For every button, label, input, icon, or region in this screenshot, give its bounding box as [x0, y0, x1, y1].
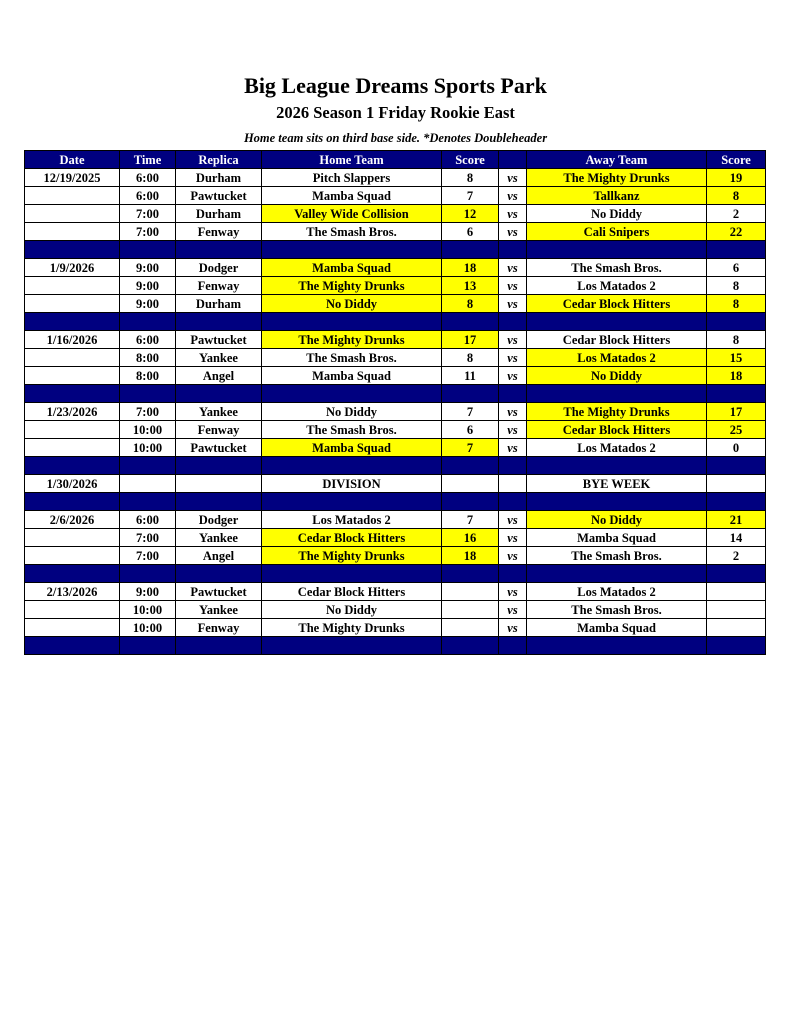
- cell-home-score: 6: [442, 223, 499, 241]
- cell-vs: vs: [499, 583, 527, 601]
- cell-date: [25, 367, 120, 385]
- cell-replica: [176, 475, 262, 493]
- schedule-table: [24, 150, 766, 655]
- cell-away-score: 8: [707, 187, 766, 205]
- cell-vs: vs: [499, 511, 527, 529]
- cell-date: [25, 547, 120, 565]
- cell-replica: Fenway: [176, 421, 262, 439]
- schedule-body: [25, 169, 766, 655]
- game-row: [25, 169, 766, 187]
- cell-vs: vs: [499, 601, 527, 619]
- cell-time: 9:00: [120, 583, 176, 601]
- game-row: [25, 259, 766, 277]
- cell-home-team: The Mighty Drunks: [262, 277, 442, 295]
- separator-cell: [262, 313, 442, 331]
- cell-time: 8:00: [120, 349, 176, 367]
- cell-home-score: 7: [442, 511, 499, 529]
- cell-home-team: The Smash Bros.: [262, 223, 442, 241]
- cell-away-score: 19: [707, 169, 766, 187]
- separator-cell: [120, 241, 176, 259]
- cell-replica: Fenway: [176, 619, 262, 637]
- separator-cell: [176, 385, 262, 403]
- game-row: [25, 403, 766, 421]
- cell-home-team: The Smash Bros.: [262, 421, 442, 439]
- cell-vs: vs: [499, 223, 527, 241]
- cell-away-team: Mamba Squad: [527, 619, 707, 637]
- cell-away-team: The Smash Bros.: [527, 547, 707, 565]
- separator-cell: [707, 241, 766, 259]
- cell-replica: Dodger: [176, 511, 262, 529]
- cell-away-score: 14: [707, 529, 766, 547]
- cell-away-team: Los Matados 2: [527, 277, 707, 295]
- week-separator-row: [25, 565, 766, 583]
- cell-home-team: Mamba Squad: [262, 439, 442, 457]
- cell-date: [25, 223, 120, 241]
- game-row: [25, 619, 766, 637]
- cell-home-team: The Mighty Drunks: [262, 331, 442, 349]
- cell-time: 10:00: [120, 601, 176, 619]
- header-away-team: Away Team: [527, 151, 707, 169]
- header-vs: [499, 151, 527, 169]
- cell-replica: Pawtucket: [176, 439, 262, 457]
- separator-cell: [442, 385, 499, 403]
- cell-home-score: 18: [442, 547, 499, 565]
- cell-date: 1/23/2026: [25, 403, 120, 421]
- cell-home-team: Valley Wide Collision: [262, 205, 442, 223]
- cell-away-score: 8: [707, 277, 766, 295]
- cell-replica: Fenway: [176, 223, 262, 241]
- cell-away-team: Cedar Block Hitters: [527, 421, 707, 439]
- separator-cell: [25, 457, 120, 475]
- separator-cell: [527, 493, 707, 511]
- cell-home-team: The Mighty Drunks: [262, 619, 442, 637]
- separator-cell: [120, 457, 176, 475]
- cell-vs: vs: [499, 187, 527, 205]
- cell-replica: Angel: [176, 547, 262, 565]
- separator-cell: [120, 493, 176, 511]
- separator-cell: [262, 637, 442, 655]
- separator-cell: [499, 565, 527, 583]
- cell-away-score: [707, 619, 766, 637]
- cell-home-score: 12: [442, 205, 499, 223]
- separator-cell: [442, 313, 499, 331]
- cell-home-team: Cedar Block Hitters: [262, 529, 442, 547]
- separator-cell: [499, 637, 527, 655]
- separator-cell: [707, 637, 766, 655]
- cell-date: [25, 187, 120, 205]
- cell-time: 10:00: [120, 421, 176, 439]
- cell-time: 7:00: [120, 205, 176, 223]
- game-row: [25, 421, 766, 439]
- cell-home-score: 18: [442, 259, 499, 277]
- cell-time: [120, 475, 176, 493]
- separator-cell: [176, 637, 262, 655]
- cell-away-team: Cedar Block Hitters: [527, 295, 707, 313]
- cell-home-score: [442, 601, 499, 619]
- game-row: [25, 583, 766, 601]
- separator-cell: [442, 493, 499, 511]
- cell-vs: vs: [499, 439, 527, 457]
- separator-cell: [25, 385, 120, 403]
- cell-home-score: 13: [442, 277, 499, 295]
- separator-cell: [707, 493, 766, 511]
- cell-away-team: The Smash Bros.: [527, 601, 707, 619]
- cell-date: [25, 295, 120, 313]
- cell-away-team: Cali Snipers: [527, 223, 707, 241]
- cell-home-score: 17: [442, 331, 499, 349]
- cell-away-team: The Mighty Drunks: [527, 169, 707, 187]
- cell-vs: vs: [499, 367, 527, 385]
- cell-replica: Durham: [176, 295, 262, 313]
- game-row: [25, 439, 766, 457]
- header-home-team: Home Team: [262, 151, 442, 169]
- week-separator-row: [25, 385, 766, 403]
- cell-home-score: 7: [442, 439, 499, 457]
- game-row: [25, 331, 766, 349]
- week-separator-row: [25, 241, 766, 259]
- cell-date: 1/16/2026: [25, 331, 120, 349]
- cell-time: 9:00: [120, 259, 176, 277]
- separator-cell: [262, 493, 442, 511]
- cell-replica: Yankee: [176, 403, 262, 421]
- week-separator-row: [25, 637, 766, 655]
- cell-vs: vs: [499, 349, 527, 367]
- cell-home-score: [442, 619, 499, 637]
- separator-cell: [262, 241, 442, 259]
- cell-vs: vs: [499, 277, 527, 295]
- separator-cell: [707, 457, 766, 475]
- cell-away-score: 2: [707, 547, 766, 565]
- cell-time: 6:00: [120, 331, 176, 349]
- cell-away-team: Tallkanz: [527, 187, 707, 205]
- cell-date: 12/19/2025: [25, 169, 120, 187]
- cell-replica: Dodger: [176, 259, 262, 277]
- separator-cell: [25, 241, 120, 259]
- cell-home-score: 11: [442, 367, 499, 385]
- cell-replica: Fenway: [176, 277, 262, 295]
- cell-away-score: [707, 583, 766, 601]
- separator-cell: [499, 385, 527, 403]
- game-row: [25, 529, 766, 547]
- separator-cell: [499, 493, 527, 511]
- week-separator-row: [25, 493, 766, 511]
- game-row: [25, 223, 766, 241]
- separator-cell: [25, 637, 120, 655]
- cell-vs: vs: [499, 529, 527, 547]
- cell-time: 7:00: [120, 223, 176, 241]
- week-separator-row: [25, 457, 766, 475]
- cell-away-score: 21: [707, 511, 766, 529]
- cell-home-score: 8: [442, 169, 499, 187]
- cell-vs: vs: [499, 205, 527, 223]
- separator-cell: [499, 241, 527, 259]
- cell-replica: Yankee: [176, 349, 262, 367]
- cell-away-team: The Mighty Drunks: [527, 403, 707, 421]
- cell-date: [25, 421, 120, 439]
- cell-replica: Yankee: [176, 601, 262, 619]
- header-away-score: Score: [707, 151, 766, 169]
- cell-away-score: [707, 601, 766, 619]
- header-home-score: Score: [442, 151, 499, 169]
- cell-vs: vs: [499, 331, 527, 349]
- cell-away-team: Los Matados 2: [527, 583, 707, 601]
- page-title: Big League Dreams Sports Park: [244, 73, 547, 98]
- cell-home-score: 8: [442, 349, 499, 367]
- cell-vs: vs: [499, 295, 527, 313]
- game-row: [25, 367, 766, 385]
- cell-vs: [499, 475, 527, 493]
- game-row: [25, 547, 766, 565]
- cell-home-score: 7: [442, 187, 499, 205]
- doubleheader-note: Home team sits on third base side. *Denotes Doubleheader: [243, 131, 548, 145]
- separator-cell: [120, 385, 176, 403]
- game-row: [25, 277, 766, 295]
- separator-cell: [176, 457, 262, 475]
- cell-home-score: 7: [442, 403, 499, 421]
- cell-time: 10:00: [120, 439, 176, 457]
- cell-home-score: 8: [442, 295, 499, 313]
- cell-date: [25, 277, 120, 295]
- cell-vs: vs: [499, 547, 527, 565]
- cell-home-team: Mamba Squad: [262, 187, 442, 205]
- cell-away-score: [707, 475, 766, 493]
- separator-cell: [442, 565, 499, 583]
- separator-cell: [262, 457, 442, 475]
- cell-home-team: Mamba Squad: [262, 367, 442, 385]
- separator-cell: [527, 385, 707, 403]
- cell-home-team: The Mighty Drunks: [262, 547, 442, 565]
- cell-away-team: No Diddy: [527, 511, 707, 529]
- separator-cell: [527, 565, 707, 583]
- game-row: [25, 349, 766, 367]
- game-row: [25, 295, 766, 313]
- cell-away-score: 8: [707, 331, 766, 349]
- cell-date: [25, 601, 120, 619]
- cell-replica: Yankee: [176, 529, 262, 547]
- cell-time: 8:00: [120, 367, 176, 385]
- cell-date: [25, 349, 120, 367]
- separator-cell: [25, 565, 120, 583]
- header-date: Date: [25, 151, 120, 169]
- cell-vs: vs: [499, 619, 527, 637]
- separator-cell: [527, 313, 707, 331]
- separator-cell: [442, 241, 499, 259]
- cell-date: 1/9/2026: [25, 259, 120, 277]
- separator-cell: [120, 637, 176, 655]
- cell-vs: vs: [499, 403, 527, 421]
- cell-time: 6:00: [120, 169, 176, 187]
- game-row: [25, 187, 766, 205]
- separator-cell: [527, 457, 707, 475]
- cell-away-score: 8: [707, 295, 766, 313]
- cell-home-team: No Diddy: [262, 601, 442, 619]
- cell-time: 6:00: [120, 187, 176, 205]
- cell-away-team: No Diddy: [527, 205, 707, 223]
- week-separator-row: [25, 313, 766, 331]
- cell-away-team: Los Matados 2: [527, 349, 707, 367]
- cell-home-team: DIVISION: [262, 475, 442, 493]
- cell-away-score: 17: [707, 403, 766, 421]
- separator-cell: [25, 313, 120, 331]
- cell-away-team: BYE WEEK: [527, 475, 707, 493]
- cell-home-score: 16: [442, 529, 499, 547]
- cell-away-score: 2: [707, 205, 766, 223]
- cell-date: [25, 619, 120, 637]
- cell-home-team: Mamba Squad: [262, 259, 442, 277]
- cell-home-team: No Diddy: [262, 403, 442, 421]
- separator-cell: [262, 385, 442, 403]
- separator-cell: [499, 457, 527, 475]
- cell-replica: Angel: [176, 367, 262, 385]
- cell-away-score: 0: [707, 439, 766, 457]
- cell-away-score: 18: [707, 367, 766, 385]
- cell-time: 7:00: [120, 529, 176, 547]
- header-replica: Replica: [176, 151, 262, 169]
- cell-vs: vs: [499, 421, 527, 439]
- cell-away-team: The Smash Bros.: [527, 259, 707, 277]
- separator-cell: [527, 637, 707, 655]
- cell-home-team: The Smash Bros.: [262, 349, 442, 367]
- cell-time: 10:00: [120, 619, 176, 637]
- cell-home-team: Cedar Block Hitters: [262, 583, 442, 601]
- cell-replica: Durham: [176, 205, 262, 223]
- game-row: [25, 205, 766, 223]
- header-row: [25, 151, 766, 169]
- cell-away-team: Cedar Block Hitters: [527, 331, 707, 349]
- cell-home-score: [442, 583, 499, 601]
- cell-away-team: No Diddy: [527, 367, 707, 385]
- cell-time: 7:00: [120, 547, 176, 565]
- cell-away-score: 15: [707, 349, 766, 367]
- separator-cell: [120, 313, 176, 331]
- cell-home-team: Los Matados 2: [262, 511, 442, 529]
- cell-replica: Pawtucket: [176, 187, 262, 205]
- separator-cell: [176, 313, 262, 331]
- cell-vs: vs: [499, 259, 527, 277]
- cell-date: [25, 205, 120, 223]
- cell-home-score: 6: [442, 421, 499, 439]
- separator-cell: [707, 385, 766, 403]
- separator-cell: [176, 565, 262, 583]
- game-row: [25, 475, 766, 493]
- cell-away-score: 22: [707, 223, 766, 241]
- game-row: [25, 601, 766, 619]
- separator-cell: [25, 493, 120, 511]
- cell-replica: Pawtucket: [176, 331, 262, 349]
- cell-date: [25, 439, 120, 457]
- cell-time: 7:00: [120, 403, 176, 421]
- game-row: [25, 511, 766, 529]
- separator-cell: [120, 565, 176, 583]
- cell-replica: Pawtucket: [176, 583, 262, 601]
- separator-cell: [176, 241, 262, 259]
- cell-date: 1/30/2026: [25, 475, 120, 493]
- cell-away-team: Mamba Squad: [527, 529, 707, 547]
- page-subtitle: 2026 Season 1 Friday Rookie East: [276, 103, 515, 122]
- cell-vs: vs: [499, 169, 527, 187]
- separator-cell: [707, 565, 766, 583]
- separator-cell: [176, 493, 262, 511]
- header-time: Time: [120, 151, 176, 169]
- cell-away-score: 6: [707, 259, 766, 277]
- cell-home-team: No Diddy: [262, 295, 442, 313]
- separator-cell: [442, 457, 499, 475]
- cell-date: [25, 529, 120, 547]
- separator-cell: [499, 313, 527, 331]
- separator-cell: [707, 313, 766, 331]
- cell-time: 9:00: [120, 277, 176, 295]
- cell-date: 2/13/2026: [25, 583, 120, 601]
- separator-cell: [442, 637, 499, 655]
- cell-replica: Durham: [176, 169, 262, 187]
- cell-home-team: Pitch Slappers: [262, 169, 442, 187]
- cell-away-team: Los Matados 2: [527, 439, 707, 457]
- cell-time: 9:00: [120, 295, 176, 313]
- cell-home-score: [442, 475, 499, 493]
- cell-time: 6:00: [120, 511, 176, 529]
- separator-cell: [527, 241, 707, 259]
- cell-away-score: 25: [707, 421, 766, 439]
- separator-cell: [262, 565, 442, 583]
- cell-date: 2/6/2026: [25, 511, 120, 529]
